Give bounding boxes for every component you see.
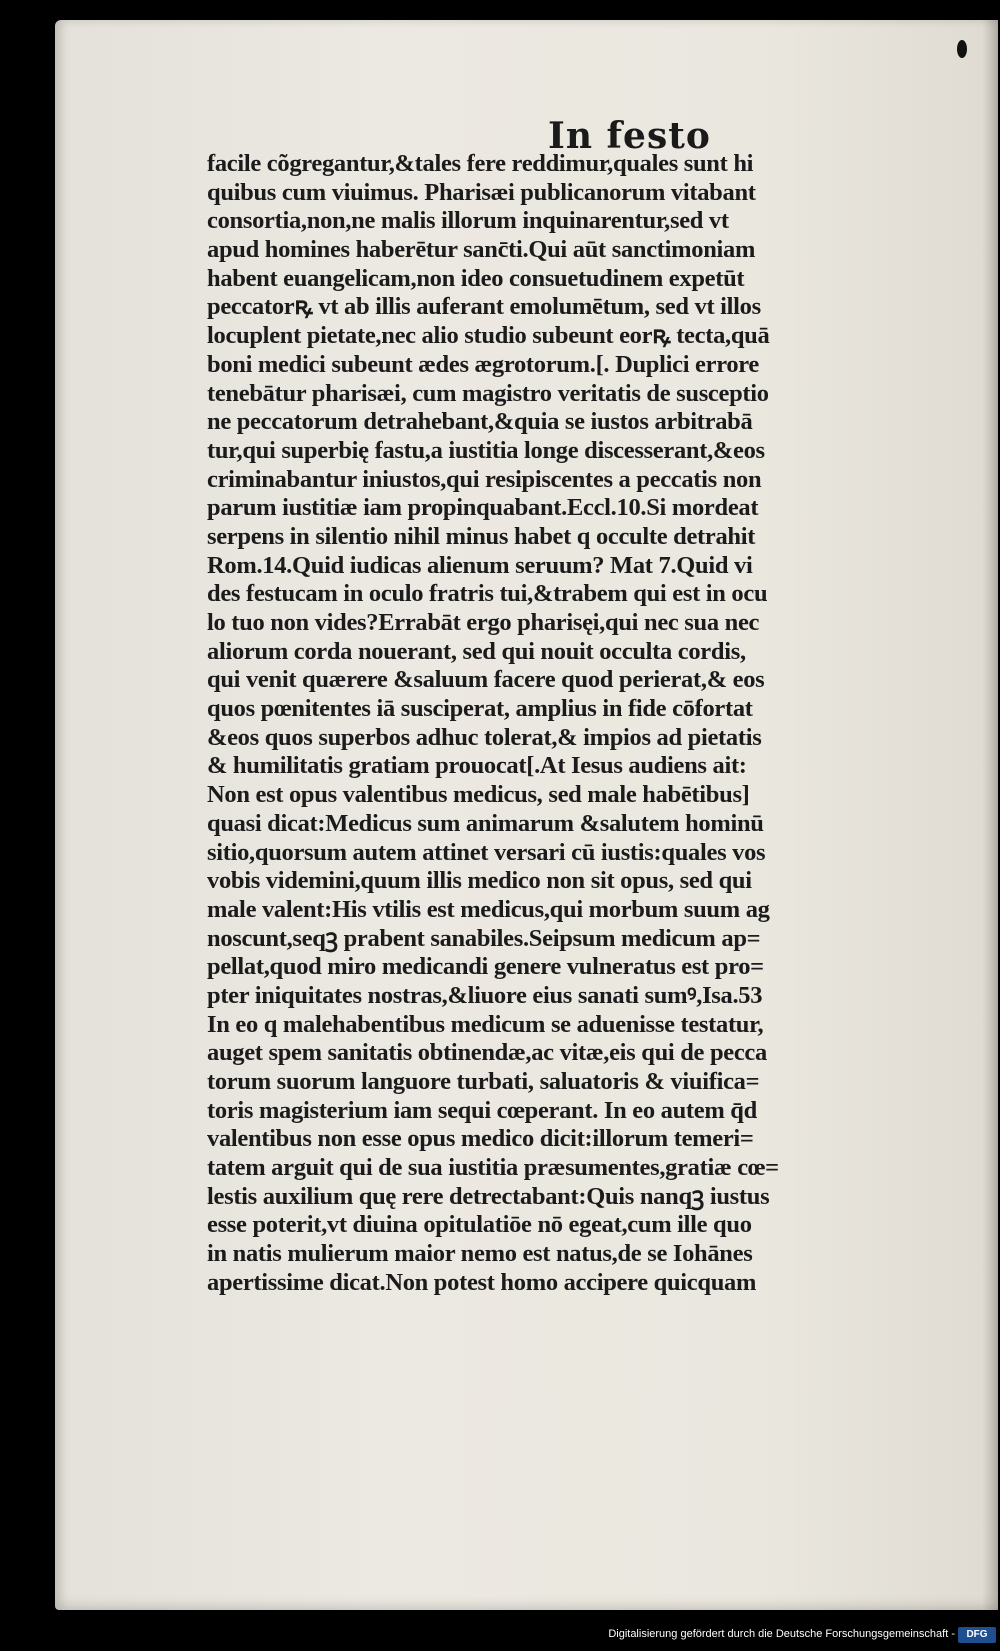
text-line: facile cõgregantur,&tales fere reddimur,quales sunt hi <box>207 150 754 177</box>
page-hole-mark <box>957 40 967 58</box>
text-line: peccatorꝶ vt ab illis auferant emolumētum, sed vt illos <box>207 293 761 321</box>
text-line: &eos quos superbos adhuc tolerat,& impios ad pietatis <box>207 723 762 751</box>
text-line: Rom.14.Quid iudicas alienum seruum? Mat 7.Quid vi <box>207 551 753 579</box>
text-line: parum iustitiæ iam propinquabant.Eccl.10.Si mordeat <box>207 494 759 522</box>
text-line: Non est opus valentibus medicus, sed male habētibus] <box>207 781 750 809</box>
text-line: pellat,quod miro medicandi genere vulneratus est pro= <box>207 953 764 981</box>
text-line: lestis auxilium quę rere detrectabant:Quis nanqꝫ iustus <box>207 1182 770 1210</box>
text-line: pter iniquitates nostras,&liuore eius sanati sumꝰ,Isa.53 <box>207 981 763 1009</box>
text-line: vobis videmini,quum illis medico non sit opus, sed qui <box>207 867 752 895</box>
text-line: sitio,quorsum autem attinet versari cū iustis:quales vos <box>207 838 766 866</box>
text-line: criminabantur iniustos,qui resipiscentes a peccatis non <box>207 465 762 493</box>
text-line: locuplent pietate,nec alio studio subeunt eorꝶ tecta,quā <box>207 322 770 350</box>
text-line: tur,qui superbię fastu,a iustitia longe discesserant,&eos <box>207 436 765 464</box>
text-line: tenebātur pharisæi, cum magistro veritatis de susceptio <box>207 379 769 407</box>
text-line: quasi dicat:Medicus sum animarum &salutem hominū <box>207 809 764 837</box>
dfg-logo: DFG <box>958 1627 996 1643</box>
text-line: auget spem sanitatis obtinendæ,ac vitæ,eis qui de pecca <box>207 1039 767 1067</box>
text-line: des festucam in oculo fratris tui,&trabem qui est in ocu <box>207 580 768 608</box>
text-line: serpens in silentio nihil minus habet q occulte detrahit <box>207 522 756 550</box>
text-line: consortia,non,ne malis illorum inquinarentur,sed vt <box>207 207 729 235</box>
text-line: noscunt,seqꝫ prabent sanabiles.Seipsum medicum ap= <box>207 924 761 952</box>
page-edge-shadow <box>982 20 998 1610</box>
text-line: & humilitatis gratiam prouocat[.At Iesus audiens ait: <box>207 752 747 780</box>
text-line: tatem arguit qui de sua iustitia præsumentes,gratiæ cœ= <box>207 1154 779 1182</box>
text-line: in natis mulierum maior nemo est natus,de se Iohānes <box>207 1240 753 1268</box>
running-head: In festo <box>548 115 711 157</box>
text-line: quibus cum viuimus. Pharisæi publicanorum vitabant <box>207 178 756 206</box>
text-line: male valent:His vtilis est medicus,qui morbum suum ag <box>207 895 770 923</box>
text-line: qui venit quærere &saluum facere quod perierat,& eos <box>207 666 765 694</box>
text-line: aliorum corda nouerant, sed qui nouit occulta cordis, <box>207 637 746 665</box>
text-line: apertissime dicat.Non potest homo accipere quicquam <box>207 1268 757 1296</box>
text-line: boni medici subeunt ædes ægrotorum.[. Duplici errore <box>207 350 759 378</box>
digitization-credit: Digitalisierung gefördert durch die Deutsche Forschungsgemeinschaft - <box>608 1628 955 1640</box>
text-line: lo tuo non vides?Errabāt ergo pharisęi,qui nec sua nec <box>207 609 760 636</box>
text-line: habent euangelicam,non ideo consuetudinem expetūt <box>207 264 745 292</box>
text-line: valentibus non esse opus medico dicit:illorum temeri= <box>207 1125 754 1153</box>
text-line: toris magisterium iam sequi cœperant. In eo autem q̄d <box>207 1096 757 1124</box>
text-line: apud homines haberētur sanc̄ti.Qui aūt sanctimoniam <box>207 236 756 264</box>
text-line: quos pœnitentes iā susciperat, amplius in fide cōfortat <box>207 695 753 723</box>
text-line: esse poterit,vt diuina opitulatiōe nō egeat,cum ille quo <box>207 1211 752 1239</box>
text-line: ne peccatorum detrahebant,&quia se iustos arbitrabā <box>207 408 753 436</box>
text-line: torum suorum languore turbati, saluatoris & viuifica= <box>207 1068 760 1095</box>
text-line: In eo q malehabentibus medicum se aduenisse testatur, <box>207 1010 764 1038</box>
text-block <box>207 150 897 1298</box>
